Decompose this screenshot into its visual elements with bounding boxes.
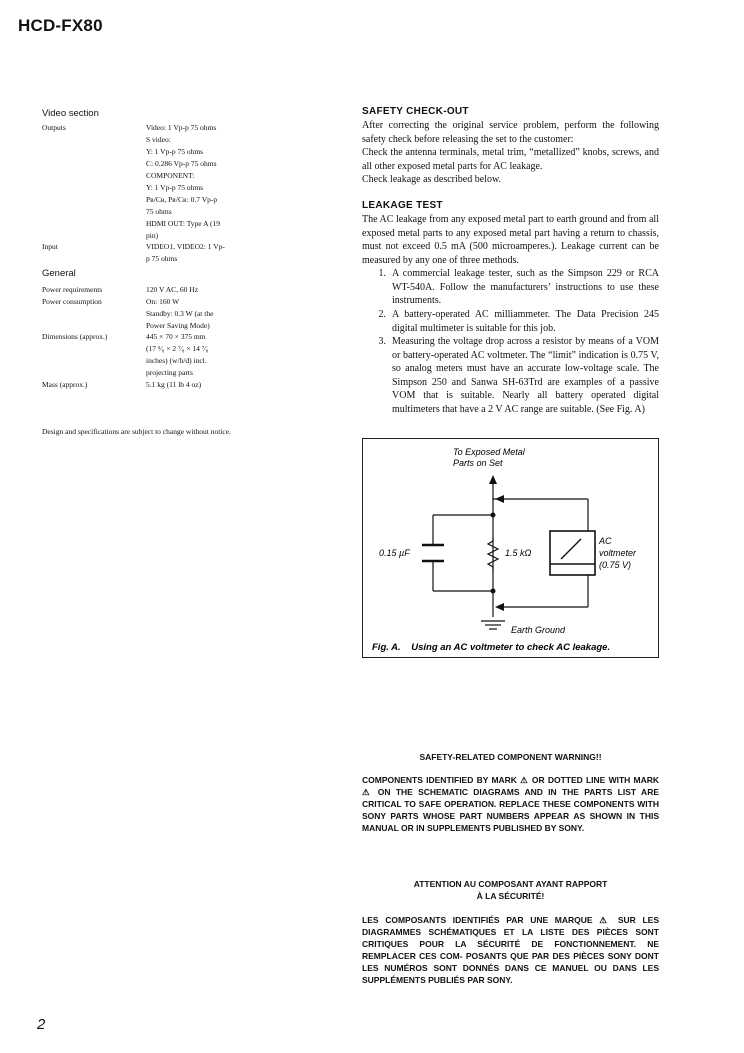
junction-dot xyxy=(491,589,496,594)
label-meter-voltmeter: voltmeter xyxy=(599,548,637,558)
arrow-up-icon xyxy=(489,475,497,484)
spec-value xyxy=(146,331,258,379)
spec-line: Y: 1 Vp-p 75 ohms xyxy=(146,183,204,192)
warning-fr-title-line1: ATTENTION AU COMPOSANT AYANT RAPPORT xyxy=(413,879,608,889)
spec-label: Outputs xyxy=(42,123,66,132)
model-title: HCD-FX80 xyxy=(18,16,103,35)
spec-line: inches) (w/h/d) incl. xyxy=(146,356,207,365)
safety-paragraph-2: Check the antenna terminals, metal trim, “metallized” knobs, screws, and all other exposed metal parts for AC leakage. xyxy=(362,147,659,172)
spec-dimensions xyxy=(42,331,258,379)
spec-line: pin) xyxy=(146,231,159,240)
leakage-method-item xyxy=(362,308,659,335)
voltmeter-icon xyxy=(550,531,595,575)
item-text: A commercial leakage tester, such as the Simpson 229 or RCA WT-540A. Follow the manufacturers’ instructions to use these instruments. xyxy=(392,268,659,306)
leakage-intro: The AC leakage from any exposed metal part to earth ground and from all exposed metal parts to any exposed metal part having a return to chassis, must not exceed 0.5 mA (500 microamperes.). Leakage current can be measured by any one of three methods. xyxy=(362,214,659,266)
spec-disclaimer: Design and specifications are subject to change without notice. xyxy=(42,427,231,436)
spec-line: Pв/Cв, Pʀ/Cʀ: 0.7 Vp-p xyxy=(146,195,218,204)
item-number: 3. xyxy=(378,336,386,347)
spec-line: S video: xyxy=(146,135,171,144)
label-earth-ground: Earth Ground xyxy=(511,625,566,635)
arrow-left-icon xyxy=(495,495,504,503)
spec-line: Video: 1 Vp-p 75 ohms xyxy=(146,123,217,132)
safety-paragraph xyxy=(362,119,659,187)
label-exposed-metal: To Exposed Metal xyxy=(453,447,525,457)
spec-value: 5.1 kg (11 lb 4 oz) xyxy=(146,380,202,389)
spec-line: projecting parts xyxy=(146,368,193,377)
spec-line: On: 160 W xyxy=(146,297,180,306)
spec-label: Dimensions (approx.) xyxy=(42,332,108,341)
spec-value: 120 V AC, 60 Hz xyxy=(146,285,199,294)
spec-mass xyxy=(42,379,258,391)
label-resistor: 1.5 kΩ xyxy=(505,548,532,558)
arrow-left-icon xyxy=(495,603,504,611)
spec-value xyxy=(146,296,258,332)
spec-line: 445 × 70 × 375 mm xyxy=(146,332,206,341)
figure-caption: Fig. A. Using an AC voltmeter to check AC leakage. xyxy=(372,642,611,653)
spec-value xyxy=(146,241,258,265)
warning-fr-title-line2: À LA SÉCURITÉ! xyxy=(476,890,545,901)
spec-power-requirements xyxy=(42,284,258,296)
spec-line: p 75 ohms xyxy=(146,254,178,263)
safety-checkout-heading: SAFETY CHECK-OUT xyxy=(362,106,469,117)
item-number: 2. xyxy=(378,309,386,320)
label-meter-range: (0.75 V) xyxy=(599,560,632,570)
leakage-test-heading: LEAKAGE TEST xyxy=(362,200,443,211)
label-parts-on-set: Parts on Set xyxy=(453,458,503,468)
junction-dot xyxy=(491,513,496,518)
spec-line: Power Saving Mode) xyxy=(146,321,210,330)
safety-paragraph-3: Check leakage as described below. xyxy=(362,174,502,185)
spec-power-consumption xyxy=(42,296,258,332)
spec-line: COMPONENT: xyxy=(146,171,195,180)
label-capacitor: 0.15 µF xyxy=(379,548,410,558)
warning-fr-title xyxy=(362,879,659,902)
spec-label: Power requirements xyxy=(42,285,103,294)
label-meter-ac: AC xyxy=(599,536,612,546)
capacitor-icon xyxy=(422,545,444,561)
spec-input xyxy=(42,241,258,265)
item-text: Measuring the voltage drop across a resistor by means of a VOM or battery-operated AC voltmeter. The “limit” indication is 0.75 V, so analog meters must have an accurate low-voltage scale. The Simpson 250 and Sanwa SH-63Trd are examples of a passive VOM that is suitable. Nearly all battery operated digital multimeters that have a 2 V AC range are suitable. (See Fig. A) xyxy=(392,336,659,415)
spec-value xyxy=(146,122,258,242)
spec-label: Power consumption xyxy=(42,297,102,306)
spec-label: Input xyxy=(42,242,58,251)
leakage-circuit-diagram xyxy=(363,439,660,659)
item-text: A battery-operated AC milliammeter. The Data Precision 245 digital multimeter is suitable for this job. xyxy=(392,309,659,334)
leakage-method-item xyxy=(362,335,659,416)
spec-line: Y: 1 Vp-p 75 ohms xyxy=(146,147,204,156)
spec-line: Standby: 0.3 W (at the xyxy=(146,309,214,318)
figure-a xyxy=(362,438,659,658)
spec-line: (17 ⁵⁄₈ × 2 ⁷⁄₈ × 14 ⁷⁄₈ xyxy=(146,344,209,353)
spec-label: Mass (approx.) xyxy=(42,380,88,389)
warning-fr-body: LES COMPOSANTS IDENTIFIÉS PAR UNE MARQUE ⚠ SUR LES DIAGRAMMES SCHÉMATIQUES ET LA LISTE DES PIÈCES SONT CRITIQUES POUR LA SÉCURITÉ DE FONCTIONNEMENT. NE REMPLACER CES COM- POSANTS QUE PAR DES PIÈCES SONY DONT LES NUMÉROS SONT DONNÉS DANS CE MANUEL OU DANS LES SUPPLÉMENTS PUBLIÉS PAR SONY. xyxy=(362,915,659,985)
leakage-method-item xyxy=(362,267,659,308)
safety-paragraph-1: After correcting the original service problem, perform the following safety check before releasing the set to the customer: xyxy=(362,120,659,145)
spec-line: C: 0.286 Vp-p 75 ohms xyxy=(146,159,217,168)
spec-line: HDMI OUT: Type A (19 xyxy=(146,219,220,228)
warning-en-title: SAFETY-RELATED COMPONENT WARNING!! xyxy=(419,752,602,762)
spec-line: VIDEO1, VIDEO2: 1 Vp- xyxy=(146,242,225,251)
video-section-heading: Video section xyxy=(42,108,99,119)
item-number: 1. xyxy=(378,268,386,279)
spec-line: 75 ohms xyxy=(146,207,172,216)
general-heading: General xyxy=(42,268,76,279)
page-number: 2 xyxy=(37,1016,46,1033)
spec-outputs xyxy=(42,122,258,242)
warning-en-body: COMPONENTS IDENTIFIED BY MARK ⚠ OR DOTTED LINE WITH MARK ⚠ ON THE SCHEMATIC DIAGRAMS AND IN THE PARTS LIST ARE CRITICAL TO SAFE OPERATION. REPLACE THESE COMPONENTS WITH SONY PARTS WHOSE PART NUMBERS APPEAR AS SHOWN IN THIS MANUAL OR IN SUPPLEMENTS PUBLISHED BY SONY. xyxy=(362,775,659,833)
